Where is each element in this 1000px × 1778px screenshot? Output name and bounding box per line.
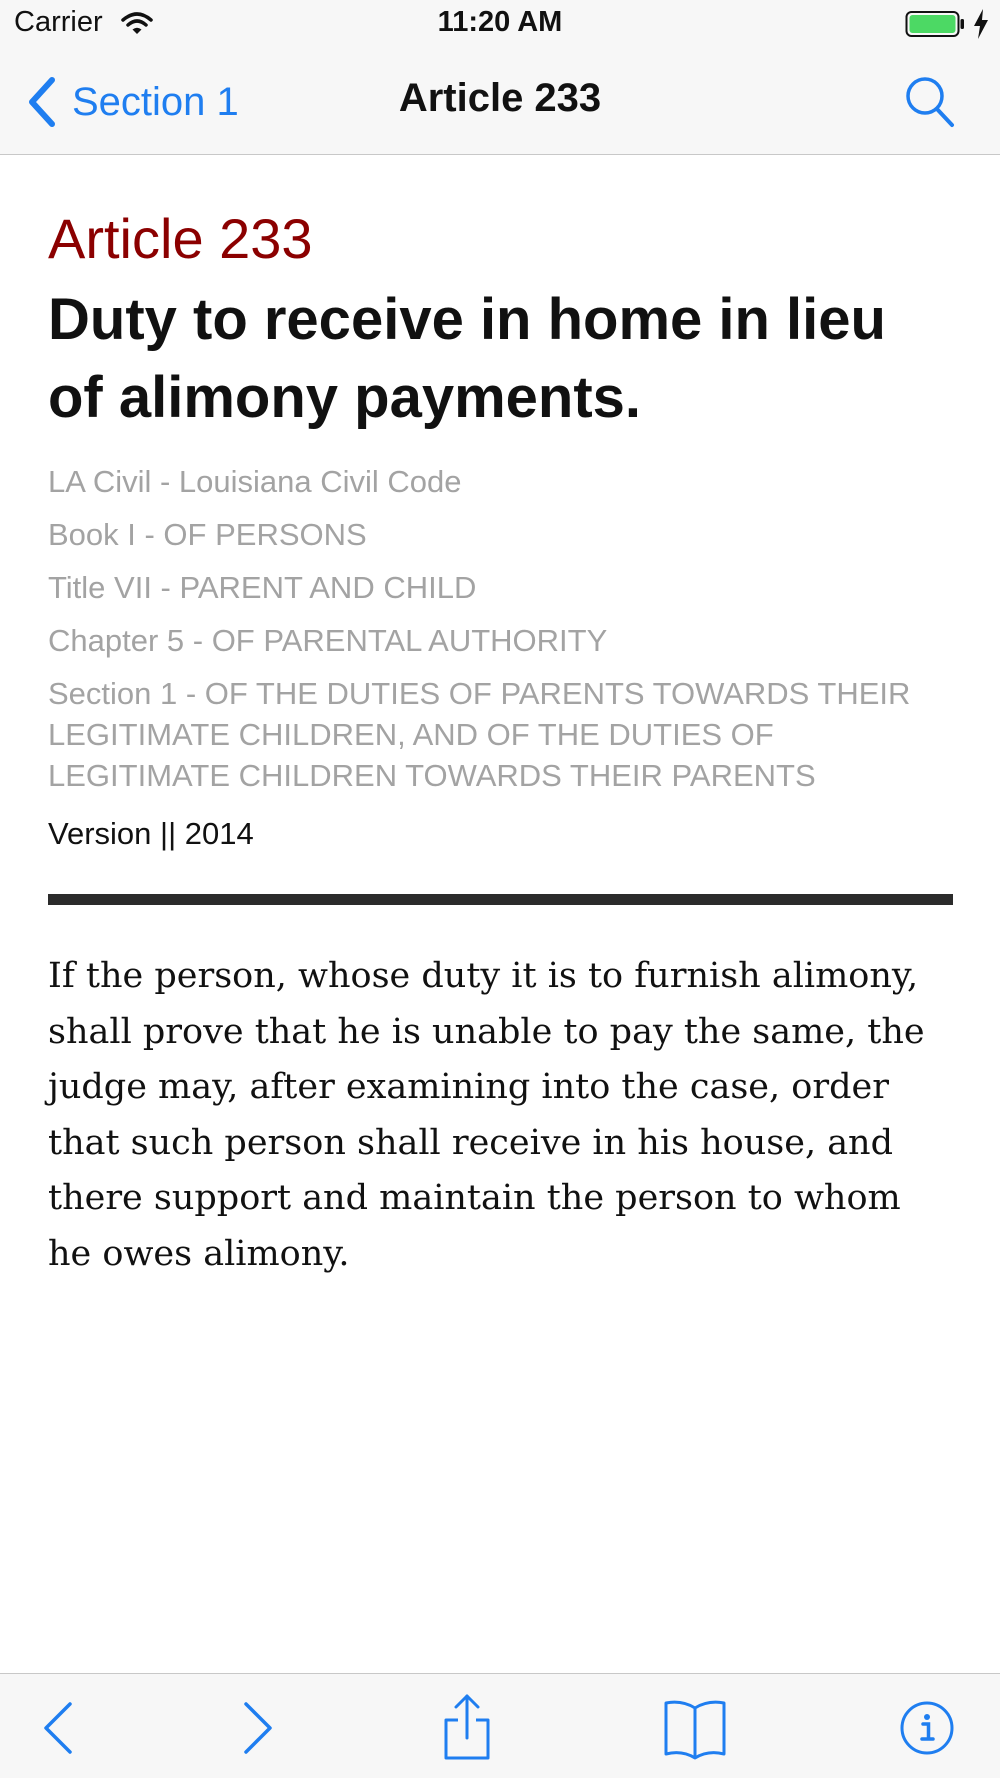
navigation-bar <box>0 50 1000 155</box>
nav-title: Article 233 <box>398 76 602 120</box>
carrier-label: Carrier <box>14 6 103 38</box>
article-body: If the person, whose duty it is to furnish alimony, shall prove that he is unable to pay the same, the judge may, after examining into the case, order that such person shall receive in his house, and there support and maintain the person to whom he owes alimony. <box>48 956 925 1274</box>
back-button[interactable] <box>26 74 239 130</box>
info-icon[interactable] <box>892 1692 962 1762</box>
article-number: Article 233 <box>48 207 313 270</box>
battery-icon <box>905 10 965 38</box>
bottom-toolbar <box>0 1673 1000 1778</box>
article-content <box>48 155 953 1282</box>
back-button-label: Section 1 <box>72 79 239 124</box>
share-icon[interactable] <box>432 1692 502 1762</box>
breadcrumb-title: Title VII - PARENT AND CHILD <box>48 570 477 605</box>
charging-bolt-icon <box>972 8 990 40</box>
breadcrumb-book: Book I - OF PERSONS <box>48 517 367 552</box>
status-time: 11:20 AM <box>437 6 563 38</box>
breadcrumb-section: Section 1 - OF THE DUTIES OF PARENTS TOWARDS THEIR LEGITIMATE CHILDREN, AND OF THE DUTIES OF LEGITIMATE CHILDREN TOWARDS THEIR PARENTS <box>48 676 911 793</box>
back-arrow-icon[interactable] <box>24 1692 94 1762</box>
bookmarks-icon[interactable] <box>660 1692 730 1762</box>
chevron-left-icon <box>26 76 58 128</box>
status-bar <box>0 0 1000 50</box>
divider <box>48 894 953 905</box>
version-label: Version || 2014 <box>48 816 254 851</box>
breadcrumb <box>48 461 953 796</box>
forward-arrow-icon[interactable] <box>222 1692 292 1762</box>
breadcrumb-chapter: Chapter 5 - OF PARENTAL AUTHORITY <box>48 623 608 658</box>
breadcrumb-code: LA Civil - Louisiana Civil Code <box>48 464 462 499</box>
article-title: Duty to receive in home in lieu of alimony payments. <box>48 287 886 430</box>
search-icon[interactable] <box>902 74 958 130</box>
